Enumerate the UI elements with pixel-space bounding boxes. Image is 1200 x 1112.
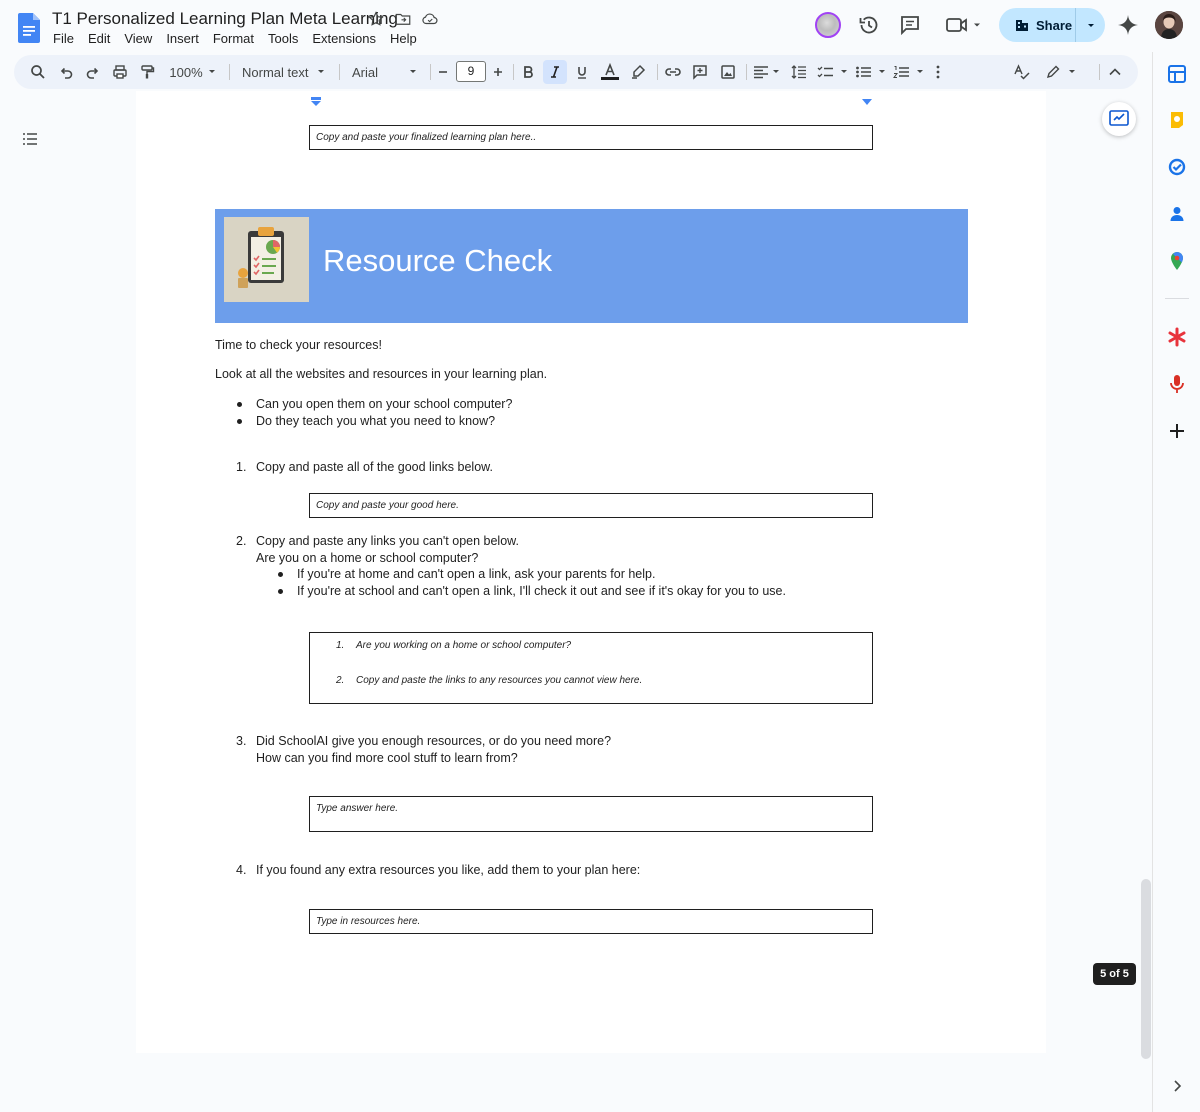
document-canvas[interactable] [0,91,1152,1112]
link-icon [664,66,682,78]
chevron-down-icon [316,67,326,77]
bullet-marker [278,572,283,577]
add-comment-icon [692,64,708,80]
plus-icon [492,66,504,78]
align-button[interactable] [751,62,783,82]
highlighter-icon [630,64,646,80]
chevron-up-icon [1108,67,1122,77]
list-number: 2. [236,534,247,548]
side-panel [1152,52,1200,1112]
paragraph-style-value: Normal text [242,64,309,80]
clipboard-checklist-icon [224,217,309,302]
numbered-list-icon [893,65,925,79]
line-spacing-button[interactable] [788,62,810,82]
hide-menus-button[interactable] [1105,62,1125,82]
list-number: 3. [236,734,247,748]
good-links-box[interactable] [309,493,873,518]
paragraph-style-select[interactable] [238,62,330,82]
image-icon [720,64,736,80]
edit-pencil-icon [1045,64,1077,80]
toolbar-divider [430,64,431,80]
minus-icon [437,66,449,78]
contacts-icon[interactable] [1167,204,1187,224]
list-item[interactable]: If you're at home and can't open a link, ask your parents for help. [297,567,656,581]
star-icon[interactable] [367,10,385,28]
numbered-list-button[interactable] [892,62,926,82]
bold-icon [521,65,535,79]
list-item[interactable]: Do they teach you what you need to know? [256,414,496,428]
banner-image[interactable] [224,217,309,302]
share-label: Share [1036,17,1073,33]
page-indicator: 5 of 5 [1093,963,1136,985]
italic-button[interactable] [543,60,567,84]
list-item[interactable]: If you're at school and can't open a link, I'll check it out and see if it's okay for you to use. [297,584,786,598]
font-select[interactable] [348,62,422,82]
docs-logo-icon[interactable] [18,13,40,43]
item-3-line-1[interactable]: Did SchoolAI give you enough resources, or do you need more? [256,734,612,748]
list-number: 1. [236,460,247,474]
cannot-open-links-box[interactable] [309,632,873,704]
print-icon [112,64,128,80]
side-panel-divider [1165,298,1189,299]
keep-icon[interactable] [1167,110,1187,130]
box-placeholder: Copy and paste your good here. [316,500,459,511]
toolbar-divider [513,64,514,80]
gemini-icon[interactable] [1116,13,1140,37]
toolbar [14,55,1138,89]
add-comment-button[interactable] [689,62,711,82]
document-outline-icon[interactable] [22,132,38,146]
box-placeholder: Type in resources here. [316,916,421,927]
undo-icon [58,64,74,80]
share-button[interactable] [999,8,1105,42]
bulleted-list-icon [855,65,887,79]
item-2-line-2[interactable]: Are you on a home or school computer? [256,551,479,565]
list-item[interactable]: Can you open them on your school computer? [256,397,513,411]
zoom-value: 100% [169,64,203,80]
search-menus-button[interactable] [28,62,48,82]
search-icon [30,64,46,80]
redo-icon [85,64,101,80]
item-1-text[interactable]: Copy and paste all of the good links below. [256,460,493,474]
chevron-down-icon [1086,20,1096,30]
menu-insert[interactable]: Insert [166,31,199,46]
box-placeholder: Copy and paste the links to any resources you cannot view here. [356,675,643,686]
person-photo-icon [1155,11,1183,39]
menu-view[interactable]: View [124,31,153,46]
meet-icon[interactable] [944,13,984,37]
suggest-edits-fab[interactable] [1102,102,1136,136]
bold-button[interactable] [518,62,538,82]
vertical-scrollbar[interactable] [1141,879,1151,1059]
text-color-icon [600,63,620,81]
insert-image-button[interactable] [717,62,739,82]
spellcheck-icon [1013,64,1031,80]
banner-title: Resource Check [323,243,553,278]
box-placeholder: Type answer here. [316,803,399,814]
menu-help[interactable]: Help [389,31,417,46]
intro-line-2[interactable]: Look at all the websites and resources in your learning plan. [215,367,548,381]
hide-side-panel-icon[interactable] [1169,1078,1185,1094]
print-button[interactable] [110,62,130,82]
version-history-icon[interactable] [857,13,881,37]
collaborator-avatar[interactable] [815,12,841,38]
toolbar-divider [746,64,747,80]
addon-microphone-icon[interactable] [1167,374,1187,394]
spelling-check-button[interactable] [1011,62,1033,82]
maps-icon[interactable] [1167,251,1187,271]
left-indent-marker[interactable] [310,97,322,107]
italic-icon [548,65,562,79]
cloud-saved-icon[interactable] [421,10,439,28]
align-left-icon [753,65,781,79]
toolbar-divider [657,64,658,80]
chevron-down-icon [203,67,217,77]
toolbar-divider [339,64,340,80]
bullet-marker [278,589,283,594]
bulleted-list-button[interactable] [854,62,888,82]
decrease-font-size-button[interactable] [434,62,452,82]
editing-mode-button[interactable] [1044,62,1078,82]
share-dropdown[interactable] [1076,8,1105,42]
account-avatar[interactable] [1155,11,1183,39]
sheets-icon[interactable] [1167,64,1187,84]
addon-asterisk-icon[interactable] [1167,327,1187,347]
item-4-text[interactable]: If you found any extra resources you like, add them to your plan here: [256,863,641,877]
document-title[interactable]: T1 Personalized Learning Plan Meta Learning [52,9,398,28]
checklist-button[interactable] [816,62,850,82]
highlight-color-button[interactable] [628,62,648,82]
box-placeholder: Copy and paste your finalized learning plan here.. [316,132,537,143]
line-spacing-icon [791,65,807,79]
bullet-marker [237,419,242,424]
more-vert-icon [936,65,940,79]
title-bar [0,0,1200,52]
toolbar-divider [229,64,230,80]
paint-format-icon [139,64,155,80]
underline-button[interactable] [572,62,592,82]
menu-tools[interactable]: Tools [268,31,299,46]
list-number: 4. [236,863,247,877]
item-2-line-1[interactable]: Copy and paste any links you can't open below. [256,534,519,548]
comments-icon[interactable] [898,13,922,37]
checklist-icon [817,65,849,79]
menu-file[interactable]: File [53,31,74,46]
chevron-down-icon [408,67,418,77]
menu-edit[interactable]: Edit [87,31,111,46]
list-number: 1. [336,640,345,651]
font-size-input[interactable]: 9 [456,61,486,82]
undo-button[interactable] [56,62,76,82]
menu-format[interactable]: Format [212,31,254,46]
add-suggestion-icon [1109,110,1129,128]
menu-extensions[interactable]: Extensions [312,31,376,46]
underline-icon [575,65,589,79]
font-value: Arial [352,64,379,80]
insert-link-button[interactable] [662,62,684,82]
move-folder-icon[interactable] [394,10,412,28]
menu-bar [46,30,424,48]
toolbar-divider [1099,64,1100,80]
resource-check-banner [215,209,968,323]
finalized-plan-box[interactable] [309,125,873,150]
get-addons-plus-icon[interactable] [1167,421,1187,441]
box-placeholder: Are you working on a home or school computer? [356,640,572,651]
item-3-line-2[interactable]: How can you find more cool stuff to learn from? [256,751,518,765]
more-options-button[interactable] [929,62,947,82]
zoom-select[interactable] [164,62,222,82]
share-main-button[interactable] [999,8,1076,42]
increase-font-size-button[interactable] [489,62,507,82]
list-number: 2. [336,675,345,686]
extra-resources-box[interactable] [309,909,873,934]
text-color-button[interactable] [599,62,621,82]
tasks-icon[interactable] [1167,157,1187,177]
right-indent-marker[interactable] [861,97,873,107]
redo-button[interactable] [83,62,103,82]
intro-line-1[interactable]: Time to check your resources! [215,338,382,352]
bullet-marker [237,402,242,407]
answer-box[interactable] [309,796,873,832]
building-icon [1014,17,1030,33]
paint-format-button[interactable] [137,62,157,82]
